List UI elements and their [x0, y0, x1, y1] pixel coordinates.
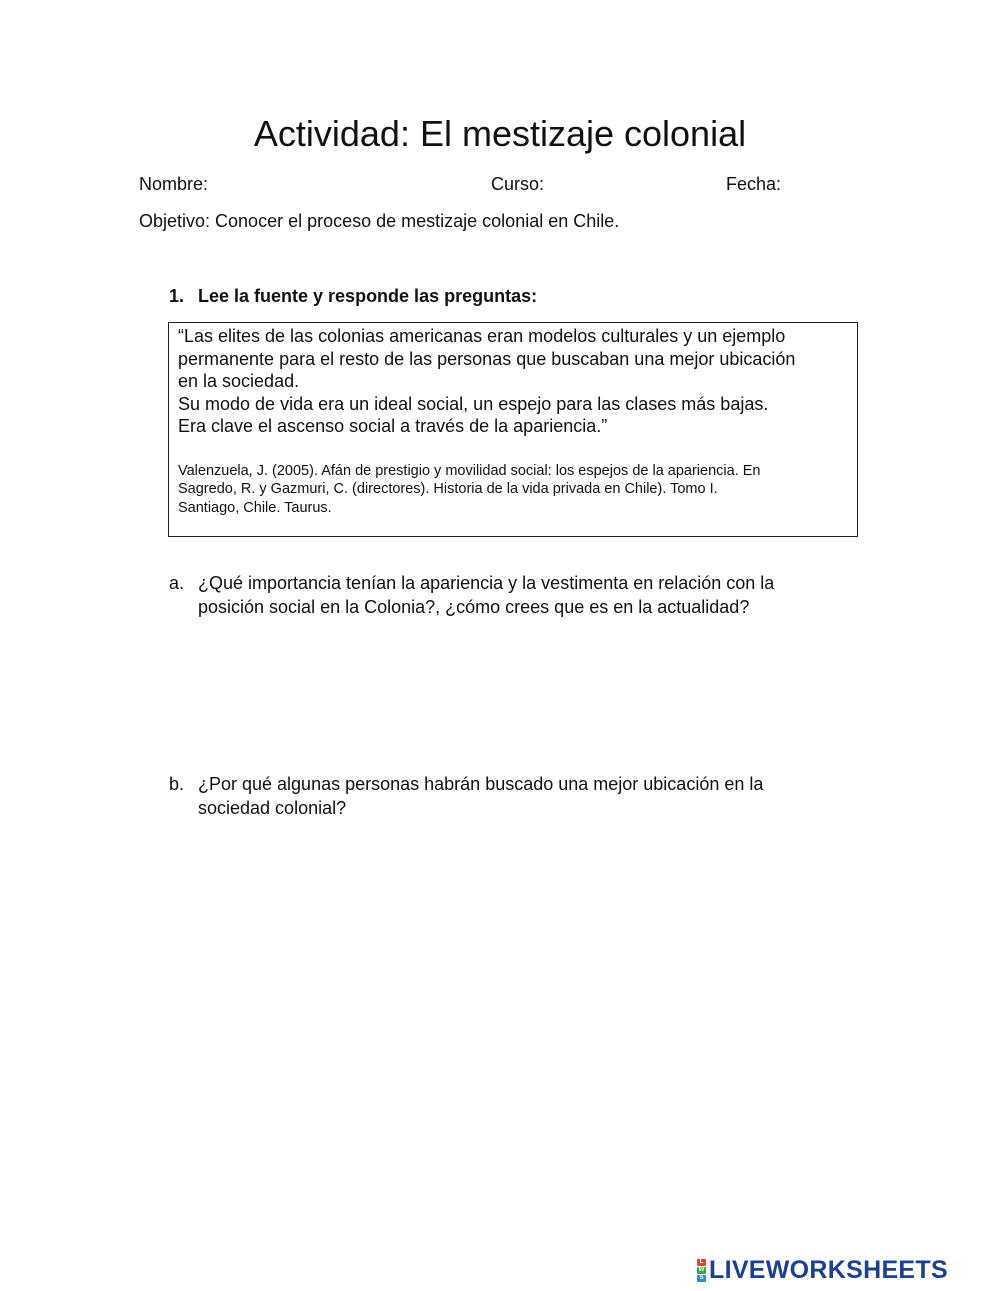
question-1-heading	[169, 285, 537, 307]
source-box	[168, 322, 858, 537]
subquestion-a	[169, 572, 849, 619]
date-label: Fecha:	[726, 174, 782, 194]
logo-mark-icon	[697, 1259, 706, 1282]
objective-text: Objetivo: Conocer el proceso de mestizaje colonial en Chile.	[139, 211, 620, 231]
citation-line: Sagredo, R. y Gazmuri, C. (directores). Historia de la vida privada en Chile). Tomo I.	[178, 481, 718, 497]
quote-line: permanente para el resto de las personas que buscaban una mejor ubicación	[178, 348, 796, 369]
quote-line: en la sociedad.	[178, 371, 300, 391]
citation-line: Valenzuela, J. (2005). Afán de prestigio y movilidad social: los espejos de la apariencia. En	[178, 462, 761, 479]
name-label: Nombre:	[139, 174, 209, 194]
course-label: Curso:	[491, 174, 545, 194]
subquestion-line: ¿Por qué algunas personas habrán buscado una mejor ubicación en la	[198, 774, 764, 794]
quote-line: “Las elites de las colonias americanas eran modelos culturales y un ejemplo	[178, 326, 786, 346]
citation-line: Santiago, Chile. Taurus.	[178, 499, 332, 516]
subquestion-a-text	[198, 572, 849, 619]
quote-line: Su modo de vida era un ideal social, un espejo para las clases más bajas.	[178, 393, 769, 414]
question-1-number: 1.	[169, 286, 185, 306]
logo-mark-block: W	[698, 1266, 705, 1273]
worksheet-title: Actividad: El mestizaje colonial	[253, 113, 747, 154]
subquestion-b-letter: b.	[169, 774, 185, 794]
liveworksheets-logo	[697, 1257, 948, 1283]
subquestion-line: posición social en la Colonia?, ¿cómo crees que es en la actualidad?	[198, 596, 750, 617]
subquestion-b-text	[198, 773, 849, 820]
logo-mark-block: L	[697, 1259, 706, 1266]
subquestion-a-letter: a.	[169, 573, 185, 593]
subquestion-line: sociedad colonial?	[198, 797, 347, 818]
logo-mark-block: S	[697, 1275, 706, 1282]
source-quote	[178, 323, 848, 438]
subquestion-b	[169, 773, 849, 820]
quote-line: Era clave el ascenso social a través de la apariencia.”	[178, 416, 608, 436]
source-citation	[178, 438, 848, 518]
question-1-text: Lee la fuente y responde las preguntas:	[198, 286, 538, 306]
logo-text: LIVEWORKSHEETS	[709, 1256, 948, 1284]
subquestion-line: ¿Qué importancia tenían la apariencia y la vestimenta en relación con la	[198, 573, 775, 593]
